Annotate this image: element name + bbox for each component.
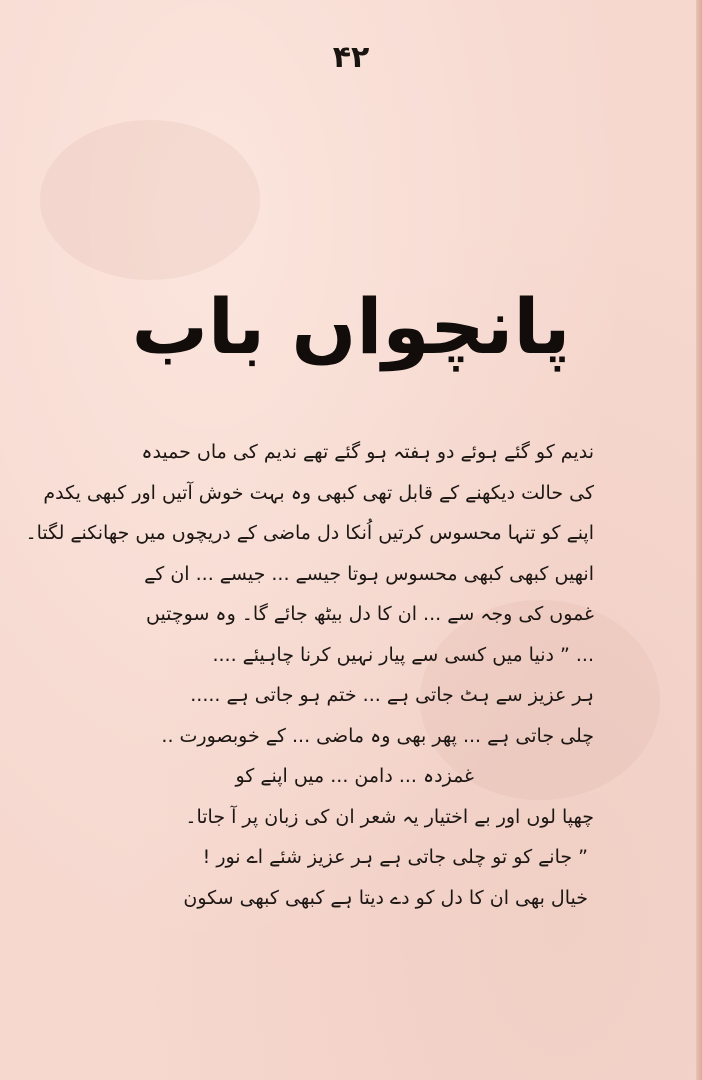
- chapter-title: پانچواں باب: [131, 282, 571, 371]
- page-number: ۴۲: [332, 40, 370, 75]
- text-line: ندیم کو گئے ہوئے دو ہفتہ ہو گئے تھے ندیم کی ماں حمیدہ: [141, 441, 594, 463]
- text-line: ہر عزیز سے ہٹ جاتی ہے ... ختم ہو جاتی ہے .....: [190, 684, 594, 706]
- text-line: چلی جاتی ہے ... پھر بھی وہ ماضی ... کے خوبصورت ..: [161, 724, 594, 747]
- text-line: اپنے کو تنہا محسوس کرتیں اُنکا دل ماضی کے دریچوں میں جھانکنے لگتا۔: [25, 522, 594, 544]
- verse-line: ” جانے کو تو چلی جاتی ہے ہر عزیز شئے اے نور !: [202, 846, 588, 868]
- text-line: انھیں کبھی کبھی محسوس ہوتا جیسے ... جیسے ... ان کے: [144, 562, 594, 585]
- verse-line: خیال بھی ان کا دل کو دے دیتا ہے کبھی کبھی سکون: [183, 886, 588, 909]
- page-edge: [696, 0, 702, 1080]
- body-text: [25, 432, 594, 918]
- text-line: غموں کی وجہ سے ... ان کا دل بیٹھ جائے گا۔ وہ سوچتیں: [145, 603, 594, 625]
- text-line: چھپا لوں اور بے اختیار یہ شعر ان کی زبان پر آ جاتا۔: [185, 805, 594, 828]
- paper-stain: [40, 120, 260, 280]
- text-line: کی حالت دیکھنے کے قابل تھی کبھی وہ بہت خوش آتیں اور کبھی یکدم: [43, 481, 594, 504]
- text-line: ... ” دنیا میں کسی سے پیار نہیں کرنا چاہیئے ....: [212, 643, 594, 666]
- text-line: غمزدہ ... دامن ... میں اپنے کو: [235, 765, 474, 787]
